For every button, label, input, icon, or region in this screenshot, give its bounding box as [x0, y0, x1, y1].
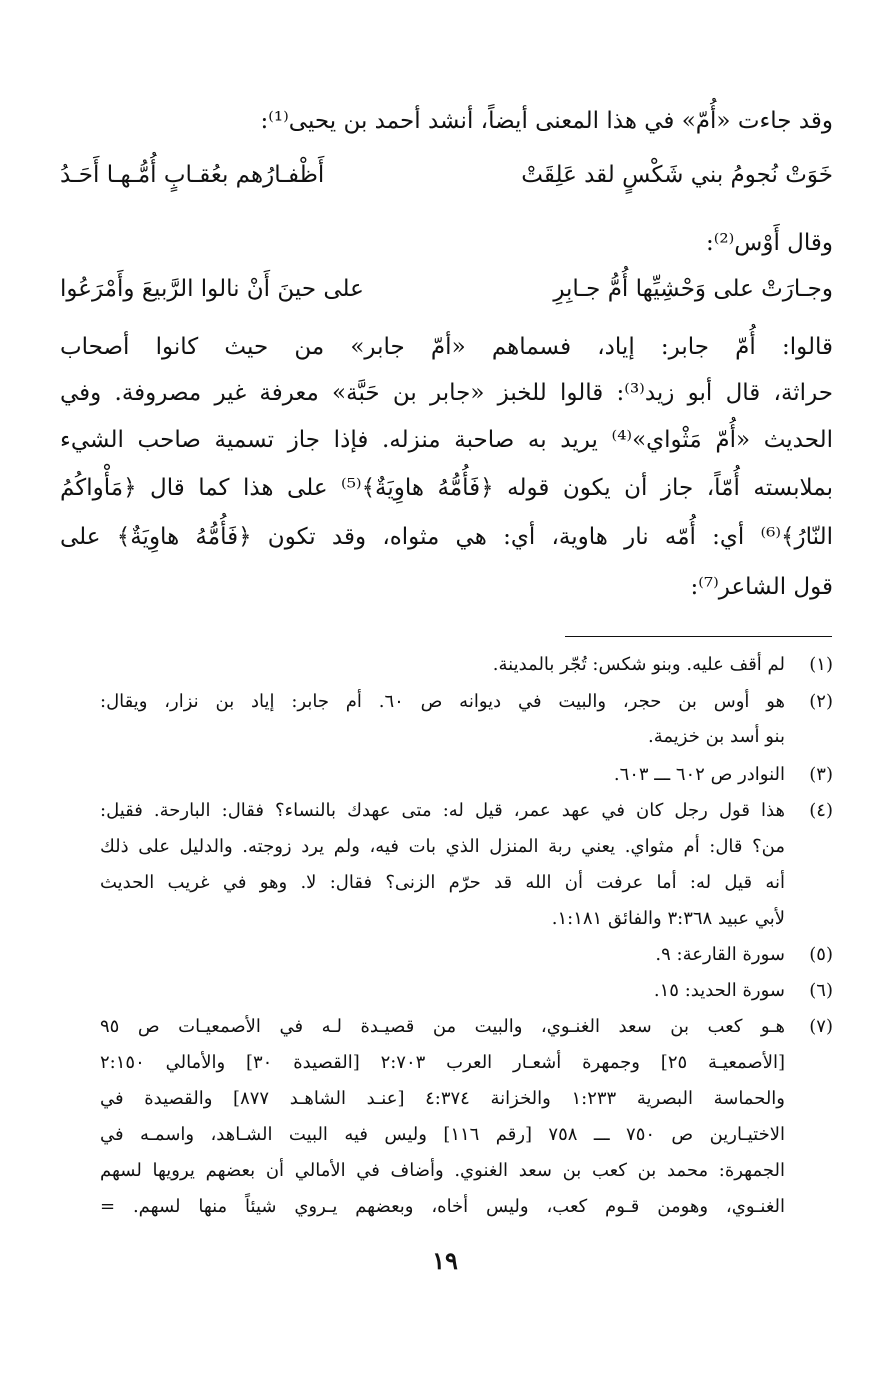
verse-2-first-hemistich: وجـارَتْ على وَحْشِيِّها أُمُّ جـابِرِ	[553, 276, 833, 302]
footnote-7-line-2: [الأصمعيـة ٢٥] وجمهرة أشعـار العرب ٢:٧٠٣ [القصيدة ٣٠] والأمالي ٢:١٥٠	[100, 1052, 786, 1073]
footnote-number-5: (٥)	[809, 944, 833, 965]
footnote-2-line-2: بنو أسد بن خزيمة.	[648, 726, 785, 747]
footnote-number-3: (٣)	[809, 764, 833, 785]
footnote-2-line-1: هو أوس بن حجر، والبيت في ديوانه ص ٦٠. أم جابر: إياد بن نزار، ويقال:	[100, 691, 786, 712]
footnote-3-line-1: النوادر ص ٦٠٢ ـــ ٦٠٣.	[613, 764, 785, 785]
footnote-4-line-4: لأبي عبيد ٣:٣٦٨ والفائق ١:١٨١.	[551, 908, 785, 929]
footnote-7-line-3: والحماسة البصرية ١:٢٣٣ والخزانة ٤:٣٧٤ [عنـد الشاهـد ٨٧٧] والقصيدة في	[100, 1088, 786, 1109]
verse-2-second-hemistich: على حينَ أَنْ نالوا الرَّبيعَ وأَمْرَعُوا	[60, 276, 364, 302]
footnote-5-line-1: سورة القارعة: ٩.	[655, 944, 785, 965]
page-number: ١٩	[432, 1246, 458, 1275]
footnote-4-line-3: أنه قيل له: أما عرفت أن الله قد حرّم الزنى؟ فقال: لا. وهو في غريب الحديث	[100, 872, 785, 893]
footnote-number-1: (١)	[809, 654, 833, 675]
footnote-1-line-1: لم أقف عليه. وبنو شكس: تُجّر بالمدينة.	[492, 654, 785, 675]
body-line-4: حراثة، قال أبو زيد⁽³⁾: قالوا للخبز «جابر بن حَبَّة» معرفة غير مصروفة. وفي	[60, 380, 833, 406]
body-line-5: الحديث «أُمّ مَثْواي»⁽⁴⁾ يريد به صاحبة منزله. فإذا جاز تسمية صاحب الشيء	[60, 427, 833, 453]
footnote-6-line-1: سورة الحديد: ١٥.	[653, 980, 785, 1001]
footnote-7-line-6: الغنـوي، وهومن قـوم كعب، وليس أخاه، وبعضهم يـروي شيئاً منها لسهم. =	[100, 1196, 785, 1217]
body-line-6: بملابسته أُمّاً، جاز أن يكون قوله ﴿فَأُمُّهُ هاوِيَةٌ﴾⁽⁵⁾ على هذا كما قال ﴿مَأْواكُمُ	[60, 475, 833, 501]
footnote-7-line-4: الاختيـارين ص ٧٥٠ ـــ ٧٥٨ [رقم ١١٦] وليس فيه البيت الشـاهد، واسمـه في	[100, 1124, 785, 1145]
verse-1-second-hemistich: أَظْفـارُهم بعُقـابٍ أُمُّـهـا أَحَـدُ	[60, 162, 325, 188]
footnote-4-line-2: من؟ قال: أم مثواي. يعني ربة المنزل الذي بات فيه، ولم يرد زوجته. والدليل على ذلك	[100, 836, 785, 857]
body-line-7: النّارُ﴾⁽⁶⁾ أي: أُمّه نار هاوية، أي: هي مثواه، وقد تكون ﴿فَأُمُّهُ هاوِيَةٌ﴾ على	[60, 524, 833, 550]
footnote-number-7: (٧)	[809, 1016, 833, 1037]
footnote-7-line-1: هـو كعب بن سعد الغنـوي، والبيت من قصيـدة لـه في الأصمعيـات ص ٩٥	[100, 1016, 785, 1037]
body-line-1: وقد جاءت «أُمّ» في هذا المعنى أيضاً، أنشد أحمد بن يحيى⁽¹⁾:	[260, 108, 833, 134]
verse-1-first-hemistich: خَوَتْ نُجومُ بني شَكْسٍ لقد عَلِقَتْ	[521, 162, 833, 188]
body-line-2: وقال أَوْس⁽²⁾:	[706, 230, 833, 256]
body-line-3: قالوا: أُمّ جابر: إياد، فسماهم «أمّ جابر» من حيث كانوا أصحاب	[60, 334, 833, 360]
body-line-8: قول الشاعر⁽⁷⁾:	[690, 574, 833, 600]
footnote-separator	[565, 636, 832, 637]
footnote-4-line-1: هذا قول رجل كان في عهد عمر، قيل له: متى عهدك بالنساء؟ فقال: البارحة. فقيل:	[100, 800, 785, 821]
footnote-number-6: (٦)	[809, 980, 833, 1001]
footnote-number-2: (٢)	[809, 691, 833, 712]
footnote-number-4: (٤)	[809, 800, 833, 821]
footnote-7-line-5: الجمهرة: محمد بن كعب بن سعد الغنوي. وأضاف في الأمالي أن بعضهم يرويها لسهم	[100, 1160, 785, 1181]
